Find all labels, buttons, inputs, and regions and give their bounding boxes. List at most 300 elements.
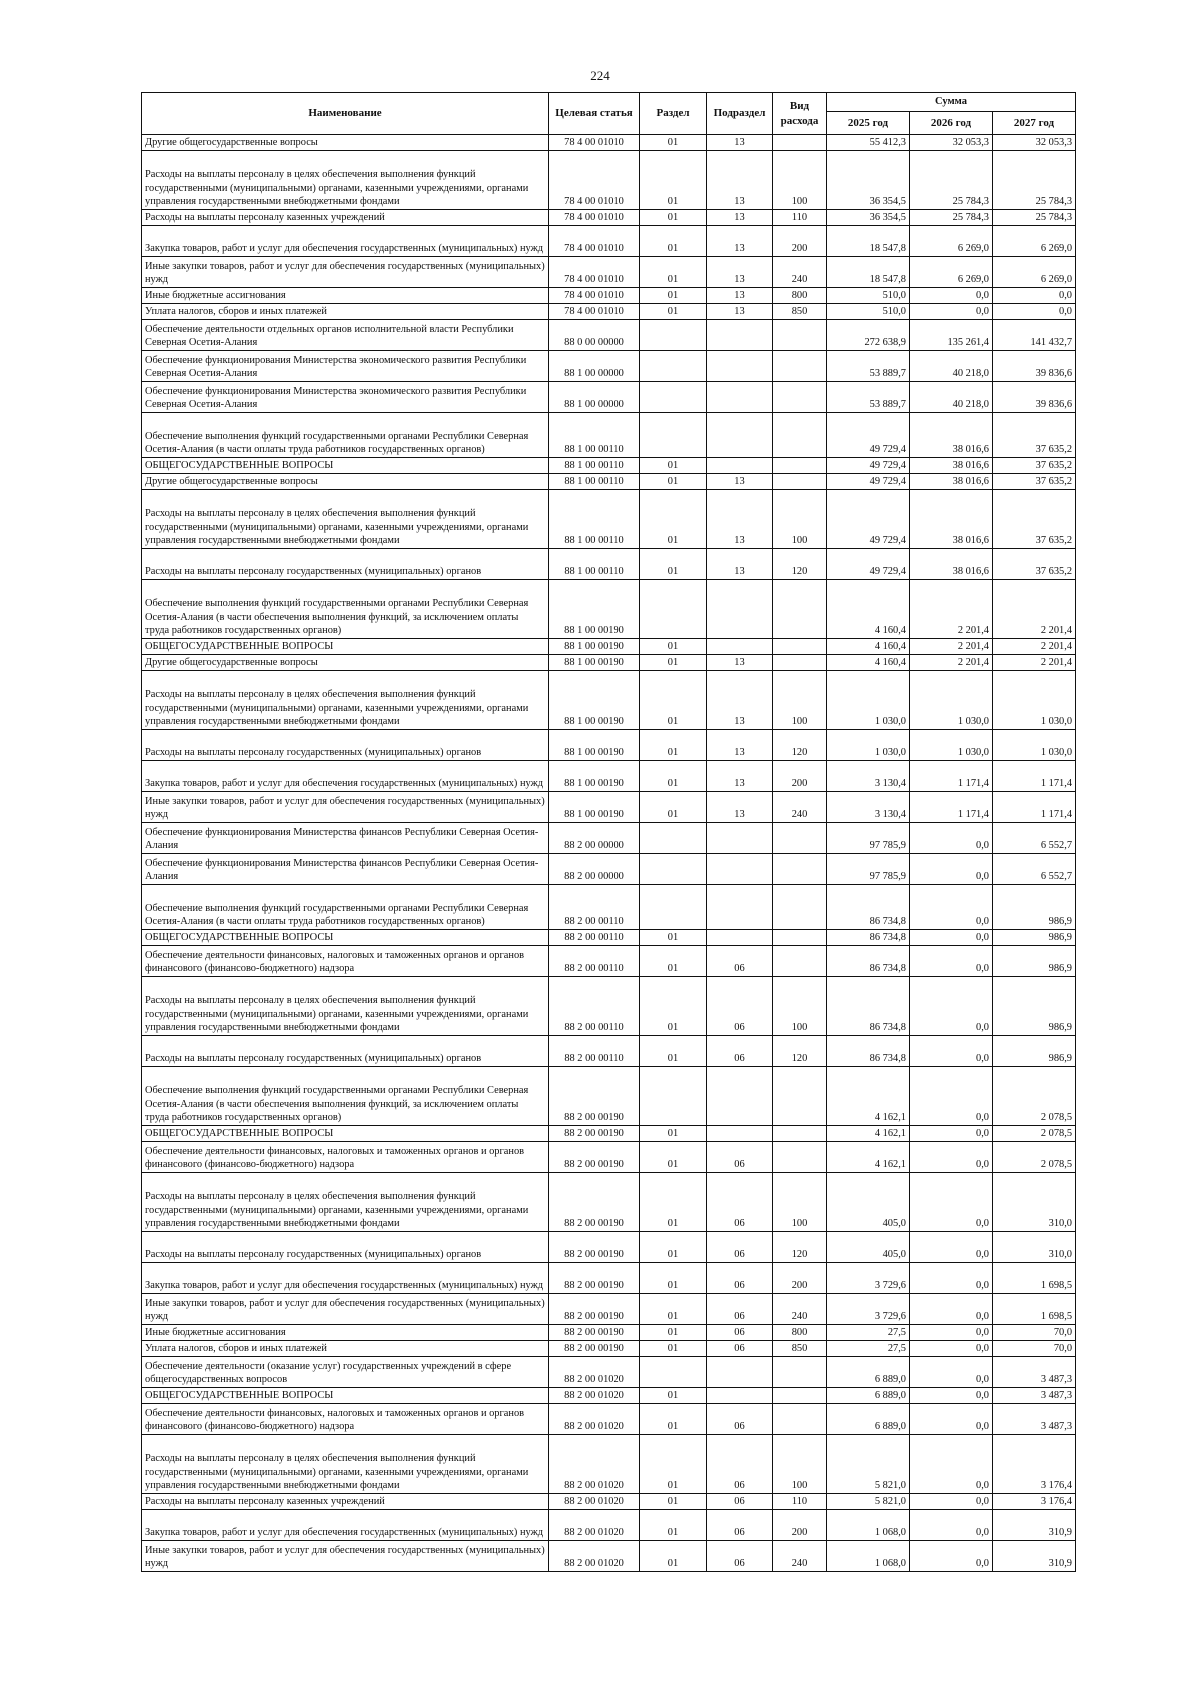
cell-podrazdel: 13 (707, 226, 773, 257)
cell-vid: 800 (773, 288, 827, 304)
cell-code: 88 0 00 00000 (549, 320, 640, 351)
cell-podrazdel: 06 (707, 1541, 773, 1572)
cell-2027: 2 078,5 (993, 1067, 1076, 1126)
cell-2026: 38 016,6 (910, 474, 993, 490)
cell-vid (773, 1142, 827, 1173)
cell-2025: 27,5 (827, 1325, 910, 1341)
cell-podrazdel (707, 1388, 773, 1404)
cell-code: 88 2 00 01020 (549, 1388, 640, 1404)
cell-name: Расходы на выплаты персоналу в целях обеспечения выполнения функций государственными (муниципальными) органами, казенными учреждениями, органами управления государственными внебюджетными фондами (142, 490, 549, 549)
cell-podrazdel: 13 (707, 490, 773, 549)
cell-razdel: 01 (640, 1173, 707, 1232)
budget-table (141, 92, 1076, 1572)
cell-name: Расходы на выплаты персоналу государственных (муниципальных) органов (142, 1232, 549, 1263)
cell-2027: 3 176,4 (993, 1494, 1076, 1510)
cell-2026: 0,0 (910, 823, 993, 854)
cell-podrazdel: 13 (707, 730, 773, 761)
cell-2025: 18 547,8 (827, 257, 910, 288)
cell-2026: 6 269,0 (910, 257, 993, 288)
cell-razdel: 01 (640, 1263, 707, 1294)
cell-2026: 0,0 (910, 304, 993, 320)
cell-name: Другие общегосударственные вопросы (142, 655, 549, 671)
cell-2025: 4 160,4 (827, 655, 910, 671)
cell-name: Обеспечение деятельности финансовых, налоговых и таможенных органов и органов финансового (финансово-бюджетного) надзора (142, 1142, 549, 1173)
cell-2025: 86 734,8 (827, 977, 910, 1036)
cell-2025: 49 729,4 (827, 549, 910, 580)
cell-2026: 0,0 (910, 1232, 993, 1263)
cell-2025: 36 354,5 (827, 210, 910, 226)
cell-2025: 97 785,9 (827, 823, 910, 854)
cell-podrazdel (707, 639, 773, 655)
cell-vid (773, 135, 827, 151)
cell-vid: 850 (773, 1341, 827, 1357)
cell-razdel: 01 (640, 1494, 707, 1510)
cell-podrazdel (707, 854, 773, 885)
cell-2026: 0,0 (910, 1294, 993, 1325)
cell-code: 88 2 00 00110 (549, 1036, 640, 1067)
cell-podrazdel: 06 (707, 946, 773, 977)
cell-name: Закупка товаров, работ и услуг для обеспечения государственных (муниципальных) нужд (142, 761, 549, 792)
cell-2025: 55 412,3 (827, 135, 910, 151)
cell-2026: 32 053,3 (910, 135, 993, 151)
cell-code: 88 2 00 01020 (549, 1494, 640, 1510)
cell-razdel: 01 (640, 1388, 707, 1404)
cell-2026: 38 016,6 (910, 413, 993, 458)
cell-podrazdel: 06 (707, 1173, 773, 1232)
cell-name: Расходы на выплаты персоналу государственных (муниципальных) органов (142, 730, 549, 761)
table-header (142, 93, 1076, 135)
cell-code: 88 2 00 00190 (549, 1173, 640, 1232)
cell-name: Расходы на выплаты персоналу государственных (муниципальных) органов (142, 1036, 549, 1067)
cell-vid: 110 (773, 210, 827, 226)
cell-name: Расходы на выплаты персоналу в целях обеспечения выполнения функций государственными (муниципальными) органами, казенными учреждениями, органами управления государственными внебюджетными фондами (142, 151, 549, 210)
cell-2025: 86 734,8 (827, 930, 910, 946)
cell-2026: 25 784,3 (910, 210, 993, 226)
cell-code: 78 4 00 01010 (549, 135, 640, 151)
cell-2025: 49 729,4 (827, 474, 910, 490)
cell-name: Иные бюджетные ассигнования (142, 288, 549, 304)
cell-vid (773, 320, 827, 351)
cell-code: 88 2 00 00190 (549, 1142, 640, 1173)
cell-2025: 1 030,0 (827, 730, 910, 761)
cell-2025: 6 889,0 (827, 1404, 910, 1435)
cell-vid (773, 580, 827, 639)
cell-2026: 38 016,6 (910, 490, 993, 549)
cell-name: ОБЩЕГОСУДАРСТВЕННЫЕ ВОПРОСЫ (142, 1388, 549, 1404)
table-body (142, 135, 1076, 1572)
cell-2025: 3 729,6 (827, 1294, 910, 1325)
cell-vid: 240 (773, 257, 827, 288)
cell-name: Другие общегосударственные вопросы (142, 474, 549, 490)
cell-2025: 49 729,4 (827, 413, 910, 458)
cell-2026: 0,0 (910, 885, 993, 930)
cell-2027: 1 030,0 (993, 671, 1076, 730)
cell-code: 88 2 00 00190 (549, 1263, 640, 1294)
cell-podrazdel (707, 413, 773, 458)
cell-2025: 86 734,8 (827, 1036, 910, 1067)
cell-2026: 40 218,0 (910, 351, 993, 382)
cell-code: 88 2 00 00190 (549, 1294, 640, 1325)
cell-2027: 2 078,5 (993, 1142, 1076, 1173)
cell-name: Расходы на выплаты персоналу в целях обеспечения выполнения функций государственными (муниципальными) органами, казенными учреждениями, органами управления государственными внебюджетными фондами (142, 977, 549, 1036)
header-code: Целевая статья (549, 93, 640, 135)
cell-2026: 0,0 (910, 1404, 993, 1435)
cell-2027: 1 171,4 (993, 792, 1076, 823)
cell-razdel: 01 (640, 761, 707, 792)
header-2025: 2025 год (827, 112, 910, 135)
cell-code: 88 1 00 00190 (549, 792, 640, 823)
cell-vid: 240 (773, 1294, 827, 1325)
header-sum: Сумма (827, 93, 1076, 112)
cell-2025: 1 030,0 (827, 671, 910, 730)
cell-vid (773, 1404, 827, 1435)
cell-podrazdel: 13 (707, 761, 773, 792)
cell-podrazdel (707, 1126, 773, 1142)
cell-2027: 37 635,2 (993, 413, 1076, 458)
cell-2027: 986,9 (993, 930, 1076, 946)
cell-2025: 6 889,0 (827, 1388, 910, 1404)
cell-code: 88 1 00 00110 (549, 413, 640, 458)
cell-name: Иные закупки товаров, работ и услуг для обеспечения государственных (муниципальных) нужд (142, 1294, 549, 1325)
cell-name: ОБЩЕГОСУДАРСТВЕННЫЕ ВОПРОСЫ (142, 639, 549, 655)
cell-name: Расходы на выплаты персоналу в целях обеспечения выполнения функций государственными (муниципальными) органами, казенными учреждениями, органами управления государственными внебюджетными фондами (142, 1435, 549, 1494)
cell-2025: 405,0 (827, 1173, 910, 1232)
cell-2027: 986,9 (993, 885, 1076, 930)
cell-2027: 6 552,7 (993, 823, 1076, 854)
cell-2027: 37 635,2 (993, 490, 1076, 549)
cell-code: 88 1 00 00190 (549, 580, 640, 639)
cell-podrazdel: 06 (707, 1494, 773, 1510)
cell-name: Обеспечение выполнения функций государственными органами Республики Северная Осетия-Алания (в части обеспечения выполнения функций, за исключением оплаты труда работников государственных органов) (142, 580, 549, 639)
cell-2027: 1 698,5 (993, 1263, 1076, 1294)
cell-podrazdel: 06 (707, 1294, 773, 1325)
cell-code: 88 1 00 00190 (549, 761, 640, 792)
cell-razdel: 01 (640, 1510, 707, 1541)
cell-name: Закупка товаров, работ и услуг для обеспечения государственных (муниципальных) нужд (142, 1510, 549, 1541)
cell-vid: 100 (773, 977, 827, 1036)
header-2026: 2026 год (910, 112, 993, 135)
cell-2025: 6 889,0 (827, 1357, 910, 1388)
cell-vid: 240 (773, 1541, 827, 1572)
cell-code: 88 2 00 00190 (549, 1341, 640, 1357)
header-vid: Вид расхода (773, 93, 827, 135)
cell-name: Уплата налогов, сборов и иных платежей (142, 1341, 549, 1357)
cell-vid: 200 (773, 1263, 827, 1294)
cell-2027: 986,9 (993, 946, 1076, 977)
cell-2027: 310,0 (993, 1173, 1076, 1232)
cell-razdel: 01 (640, 1341, 707, 1357)
cell-2026: 0,0 (910, 977, 993, 1036)
cell-razdel: 01 (640, 792, 707, 823)
cell-razdel (640, 823, 707, 854)
cell-2027: 3 176,4 (993, 1435, 1076, 1494)
cell-2026: 40 218,0 (910, 382, 993, 413)
cell-2026: 135 261,4 (910, 320, 993, 351)
cell-razdel (640, 351, 707, 382)
cell-2027: 25 784,3 (993, 151, 1076, 210)
cell-2025: 4 162,1 (827, 1126, 910, 1142)
cell-vid (773, 655, 827, 671)
cell-2027: 310,0 (993, 1232, 1076, 1263)
cell-podrazdel: 06 (707, 1404, 773, 1435)
cell-2026: 0,0 (910, 1126, 993, 1142)
cell-razdel: 01 (640, 655, 707, 671)
cell-2025: 86 734,8 (827, 885, 910, 930)
cell-2025: 53 889,7 (827, 351, 910, 382)
cell-code: 88 1 00 00110 (549, 474, 640, 490)
cell-podrazdel (707, 320, 773, 351)
cell-vid: 100 (773, 1173, 827, 1232)
cell-2025: 4 162,1 (827, 1067, 910, 1126)
cell-vid: 110 (773, 1494, 827, 1510)
cell-razdel: 01 (640, 490, 707, 549)
cell-2027: 2 201,4 (993, 655, 1076, 671)
cell-code: 88 2 00 01020 (549, 1541, 640, 1572)
cell-podrazdel: 13 (707, 792, 773, 823)
cell-vid (773, 946, 827, 977)
cell-2027: 39 836,6 (993, 382, 1076, 413)
header-2027: 2027 год (993, 112, 1076, 135)
cell-name: Обеспечение выполнения функций государственными органами Республики Северная Осетия-Алания (в части обеспечения выполнения функций, за исключением оплаты труда работников государственных органов) (142, 1067, 549, 1126)
cell-podrazdel (707, 823, 773, 854)
cell-2026: 0,0 (910, 1036, 993, 1067)
cell-2026: 0,0 (910, 1494, 993, 1510)
cell-2027: 32 053,3 (993, 135, 1076, 151)
cell-razdel: 01 (640, 304, 707, 320)
cell-2025: 4 162,1 (827, 1142, 910, 1173)
cell-2027: 6 269,0 (993, 226, 1076, 257)
cell-code: 78 4 00 01010 (549, 226, 640, 257)
cell-2027: 3 487,3 (993, 1357, 1076, 1388)
cell-name: Обеспечение деятельности (оказание услуг) государственных учреждений в сфере общегосударственных вопросов (142, 1357, 549, 1388)
cell-code: 88 1 00 00110 (549, 490, 640, 549)
cell-2025: 49 729,4 (827, 458, 910, 474)
cell-code: 78 4 00 01010 (549, 210, 640, 226)
cell-vid (773, 930, 827, 946)
cell-code: 88 1 00 00000 (549, 382, 640, 413)
cell-2025: 4 160,4 (827, 639, 910, 655)
cell-2026: 6 269,0 (910, 226, 993, 257)
cell-podrazdel: 13 (707, 655, 773, 671)
cell-2026: 1 030,0 (910, 730, 993, 761)
cell-razdel (640, 580, 707, 639)
cell-vid (773, 1126, 827, 1142)
cell-2025: 18 547,8 (827, 226, 910, 257)
cell-2026: 1 171,4 (910, 792, 993, 823)
cell-vid: 100 (773, 151, 827, 210)
cell-name: Уплата налогов, сборов и иных платежей (142, 304, 549, 320)
cell-razdel: 01 (640, 1404, 707, 1435)
cell-razdel (640, 885, 707, 930)
cell-2025: 3 130,4 (827, 761, 910, 792)
cell-razdel: 01 (640, 474, 707, 490)
cell-podrazdel: 13 (707, 304, 773, 320)
cell-razdel: 01 (640, 1036, 707, 1067)
cell-name: Обеспечение деятельности финансовых, налоговых и таможенных органов и органов финансового (финансово-бюджетного) надзора (142, 1404, 549, 1435)
cell-2026: 0,0 (910, 1388, 993, 1404)
cell-razdel: 01 (640, 977, 707, 1036)
cell-razdel: 01 (640, 930, 707, 946)
cell-podrazdel (707, 351, 773, 382)
cell-2025: 1 068,0 (827, 1510, 910, 1541)
cell-2026: 0,0 (910, 1510, 993, 1541)
cell-2025: 5 821,0 (827, 1435, 910, 1494)
cell-2025: 510,0 (827, 288, 910, 304)
cell-2025: 3 729,6 (827, 1263, 910, 1294)
cell-vid (773, 823, 827, 854)
cell-razdel: 01 (640, 730, 707, 761)
cell-vid (773, 1388, 827, 1404)
cell-2026: 0,0 (910, 1067, 993, 1126)
cell-2026: 0,0 (910, 1263, 993, 1294)
cell-vid (773, 1067, 827, 1126)
cell-vid: 120 (773, 730, 827, 761)
cell-razdel (640, 1357, 707, 1388)
cell-name: Расходы на выплаты персоналу казенных учреждений (142, 1494, 549, 1510)
cell-vid (773, 458, 827, 474)
cell-podrazdel (707, 885, 773, 930)
cell-name: Обеспечение функционирования Министерства экономического развития Республики Северная Осетия-Алания (142, 351, 549, 382)
cell-vid: 800 (773, 1325, 827, 1341)
cell-name: Расходы на выплаты персоналу государственных (муниципальных) органов (142, 549, 549, 580)
cell-code: 78 4 00 01010 (549, 257, 640, 288)
cell-razdel (640, 1067, 707, 1126)
cell-razdel: 01 (640, 1294, 707, 1325)
cell-name: Расходы на выплаты персоналу в целях обеспечения выполнения функций государственными (муниципальными) органами, казенными учреждениями, органами управления государственными внебюджетными фондами (142, 1173, 549, 1232)
cell-razdel: 01 (640, 135, 707, 151)
cell-vid (773, 474, 827, 490)
cell-podrazdel: 13 (707, 288, 773, 304)
cell-vid (773, 382, 827, 413)
cell-2026: 0,0 (910, 1341, 993, 1357)
cell-2027: 1 030,0 (993, 730, 1076, 761)
cell-2027: 310,9 (993, 1541, 1076, 1572)
cell-2027: 2 201,4 (993, 639, 1076, 655)
cell-code: 88 2 00 00000 (549, 854, 640, 885)
cell-2027: 70,0 (993, 1325, 1076, 1341)
cell-code: 88 2 00 01020 (549, 1357, 640, 1388)
cell-2026: 1 030,0 (910, 671, 993, 730)
cell-vid: 200 (773, 761, 827, 792)
cell-code: 88 1 00 00110 (549, 458, 640, 474)
cell-razdel: 01 (640, 210, 707, 226)
cell-podrazdel (707, 930, 773, 946)
cell-razdel: 01 (640, 1325, 707, 1341)
cell-2026: 1 171,4 (910, 761, 993, 792)
cell-code: 88 1 00 00190 (549, 671, 640, 730)
cell-name: ОБЩЕГОСУДАРСТВЕННЫЕ ВОПРОСЫ (142, 1126, 549, 1142)
cell-2027: 1 171,4 (993, 761, 1076, 792)
cell-podrazdel: 06 (707, 1142, 773, 1173)
cell-name: ОБЩЕГОСУДАРСТВЕННЫЕ ВОПРОСЫ (142, 930, 549, 946)
cell-2025: 86 734,8 (827, 946, 910, 977)
cell-2027: 37 635,2 (993, 549, 1076, 580)
cell-2027: 986,9 (993, 1036, 1076, 1067)
cell-podrazdel: 13 (707, 151, 773, 210)
cell-vid: 200 (773, 1510, 827, 1541)
cell-2025: 4 160,4 (827, 580, 910, 639)
cell-vid: 120 (773, 549, 827, 580)
cell-code: 78 4 00 01010 (549, 304, 640, 320)
cell-razdel: 01 (640, 671, 707, 730)
cell-2027: 1 698,5 (993, 1294, 1076, 1325)
cell-name: Расходы на выплаты персоналу казенных учреждений (142, 210, 549, 226)
cell-code: 88 1 00 00190 (549, 639, 640, 655)
cell-vid (773, 885, 827, 930)
cell-code: 88 2 00 01020 (549, 1435, 640, 1494)
cell-code: 88 2 00 00110 (549, 977, 640, 1036)
cell-name: Обеспечение деятельности отдельных органов исполнительной власти Республики Северная Осетия-Алания (142, 320, 549, 351)
cell-code: 88 2 00 00110 (549, 946, 640, 977)
cell-vid (773, 351, 827, 382)
cell-2025: 405,0 (827, 1232, 910, 1263)
cell-podrazdel (707, 1067, 773, 1126)
cell-name: Расходы на выплаты персоналу в целях обеспечения выполнения функций государственными (муниципальными) органами, казенными учреждениями, органами управления государственными внебюджетными фондами (142, 671, 549, 730)
cell-2027: 25 784,3 (993, 210, 1076, 226)
cell-name: Иные бюджетные ассигнования (142, 1325, 549, 1341)
cell-razdel (640, 382, 707, 413)
cell-name: Закупка товаров, работ и услуг для обеспечения государственных (муниципальных) нужд (142, 226, 549, 257)
cell-razdel: 01 (640, 257, 707, 288)
cell-2027: 3 487,3 (993, 1388, 1076, 1404)
cell-2025: 36 354,5 (827, 151, 910, 210)
cell-2026: 0,0 (910, 930, 993, 946)
cell-2027: 141 432,7 (993, 320, 1076, 351)
cell-name: Обеспечение выполнения функций государственными органами Республики Северная Осетия-Алания (в части оплаты труда работников государственных органов) (142, 413, 549, 458)
cell-razdel: 01 (640, 1126, 707, 1142)
cell-podrazdel: 06 (707, 1232, 773, 1263)
cell-code: 88 2 00 01020 (549, 1404, 640, 1435)
cell-name: Обеспечение функционирования Министерства финансов Республики Северная Осетия-Алания (142, 854, 549, 885)
cell-2027: 0,0 (993, 288, 1076, 304)
cell-vid: 100 (773, 1435, 827, 1494)
page-number: 224 (590, 68, 610, 83)
cell-2027: 37 635,2 (993, 458, 1076, 474)
cell-2026: 25 784,3 (910, 151, 993, 210)
cell-name: ОБЩЕГОСУДАРСТВЕННЫЕ ВОПРОСЫ (142, 458, 549, 474)
cell-2026: 0,0 (910, 1325, 993, 1341)
cell-razdel: 01 (640, 226, 707, 257)
cell-vid (773, 854, 827, 885)
cell-podrazdel: 06 (707, 1435, 773, 1494)
cell-razdel (640, 854, 707, 885)
cell-2025: 49 729,4 (827, 490, 910, 549)
cell-name: Закупка товаров, работ и услуг для обеспечения государственных (муниципальных) нужд (142, 1263, 549, 1294)
cell-vid: 200 (773, 226, 827, 257)
cell-2027: 37 635,2 (993, 474, 1076, 490)
cell-name: Обеспечение функционирования Министерства экономического развития Республики Северная Осетия-Алания (142, 382, 549, 413)
cell-code: 88 2 00 00000 (549, 823, 640, 854)
cell-2025: 510,0 (827, 304, 910, 320)
cell-code: 88 2 00 00190 (549, 1325, 640, 1341)
cell-code: 78 4 00 01010 (549, 288, 640, 304)
cell-2027: 6 269,0 (993, 257, 1076, 288)
cell-razdel (640, 320, 707, 351)
cell-code: 78 4 00 01010 (549, 151, 640, 210)
cell-2027: 986,9 (993, 977, 1076, 1036)
cell-2027: 3 487,3 (993, 1404, 1076, 1435)
cell-vid (773, 413, 827, 458)
cell-razdel: 01 (640, 639, 707, 655)
cell-podrazdel (707, 1357, 773, 1388)
cell-podrazdel: 13 (707, 135, 773, 151)
cell-vid (773, 1357, 827, 1388)
cell-code: 88 1 00 00000 (549, 351, 640, 382)
cell-2025: 53 889,7 (827, 382, 910, 413)
cell-2027: 2 201,4 (993, 580, 1076, 639)
cell-2027: 70,0 (993, 1341, 1076, 1357)
cell-podrazdel: 06 (707, 1341, 773, 1357)
